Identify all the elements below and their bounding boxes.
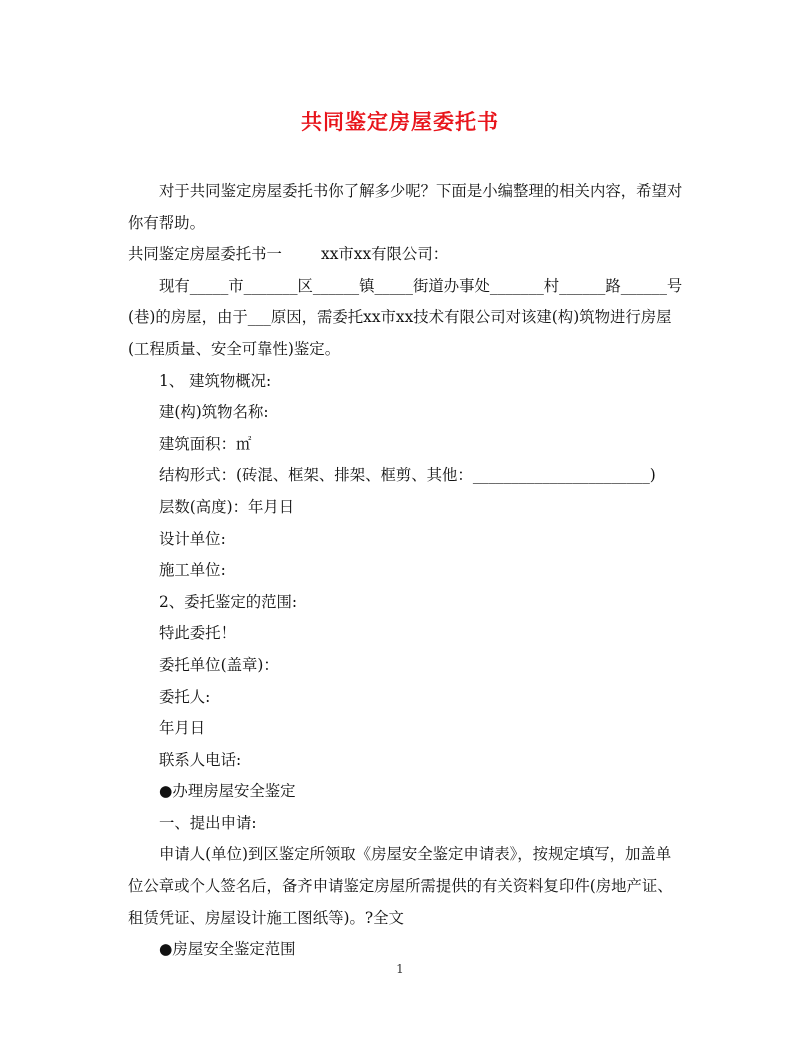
item-1-structure: 结构形式：(砖混、框架、排架、框剪、其他：_______________________) [159, 466, 656, 485]
paragraph-1: 现有_____市_______区______镇_____街道办事处_______村______路______号(巷)的房屋，由于___原因，需委托xx市xx技术有限公司对该建(构)筑物进行房屋(工程质量、安全可靠性)鉴定。 [128, 276, 683, 358]
item-1-floors: 层数(高度)：年月日 [159, 497, 295, 516]
item-1-heading: 1、 建筑物概况: [159, 371, 272, 390]
page-number: 1 [396, 962, 404, 976]
bullet-handle-appraisal: ●办理房屋安全鉴定 [159, 782, 296, 801]
entrusting-unit: 委托单位(盖章)： [159, 655, 279, 674]
item-1-area: 建筑面积：㎡ [159, 434, 252, 453]
document-title: 共同鉴定房屋委托书 [301, 109, 499, 134]
entrustor: 委托人: [159, 687, 211, 706]
heading-line: 共同鉴定房屋委托书一 xx市xx有限公司： [128, 245, 449, 264]
date-line: 年月日 [159, 719, 206, 738]
bullet-appraisal-scope: ●房屋安全鉴定范围 [159, 940, 296, 959]
step-1-heading: 一、提出申请: [159, 813, 257, 832]
step-1-text: 申请人(单位)到区鉴定所领取《房屋安全鉴定申请表》，按规定填写，加盖单位公章或个人签名后，备齐申请鉴定房屋所需提供的有关资料复印件(房地产证、租赁凭证、房屋设计施工图纸等)。?全文 [128, 845, 673, 927]
item-1-construction-unit: 施工单位: [159, 561, 226, 580]
item-1-name: 建(构)筑物名称: [159, 403, 269, 422]
item-1-design-unit: 设计单位: [159, 529, 226, 548]
item-2-heading: 2、委托鉴定的范围: [159, 592, 298, 611]
document-body [128, 176, 686, 966]
special-entrust: 特此委托！ [159, 624, 236, 643]
contact-phone: 联系人电话: [159, 750, 242, 769]
intro-paragraph: 对于共同鉴定房屋委托书你了解多少呢？下面是小编整理的相关内容，希望对你有帮助。 [128, 182, 683, 232]
